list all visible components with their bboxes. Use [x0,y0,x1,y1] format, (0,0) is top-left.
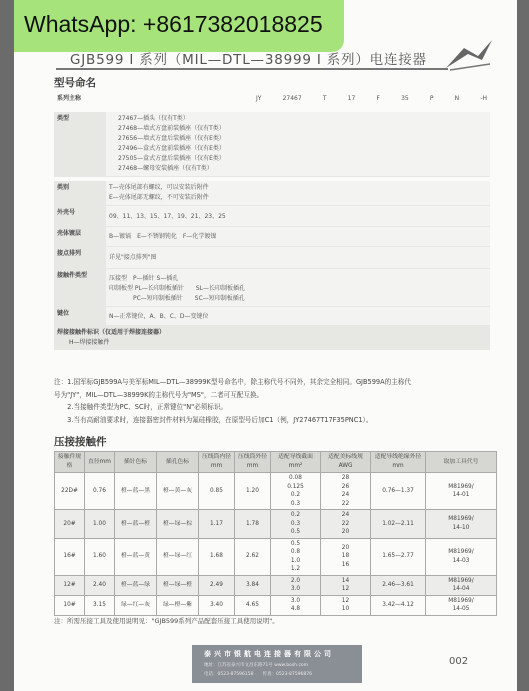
code-sequence [106,92,490,106]
row-values [106,112,490,177]
table-cell: 2.46—3.61 [371,575,426,595]
table-cell: M81969/ 14-03 [426,538,497,575]
table-cell: 橙—蓝—黑 [115,473,157,510]
table-cell: 0.08 0.125 0.2 0.3 [271,473,321,510]
company-phone: 电话：0523-87596158 传真：0523-87596876 [204,672,312,677]
value-line: 27656—墙式方盘后装插座（仅有E类） [118,135,225,142]
column-header: 适配导线绝缘外径mm [371,452,426,473]
value-line: PC—短印制板插针 SC—短印制板插孔 [109,295,245,302]
table-cell: 橙—绿—橙 [157,575,199,595]
table-cell: 24 22 20 [321,510,371,539]
code-part: JY [256,95,262,102]
table-cell: 2.40 [85,575,115,595]
whatsapp-overlay[interactable] [14,0,344,52]
value-line: 压接型 P—插针 S—插孔 [109,275,179,282]
table-cell: 橙—绿—红 [157,538,199,575]
value-line: 27467—插头（仅有T类） [118,115,189,122]
column-header: 压线筒外径mm [235,452,271,473]
code-part: F [376,95,380,102]
table-cell: 16# [55,538,85,575]
shell-size-row [54,206,490,227]
value-line: H—焊接接触件 [69,339,110,346]
table-cell: 2.62 [235,538,271,575]
column-header: 插孔色标 [157,452,199,473]
value-line: 27505—盒式方盘后装插座（仅有E类） [118,155,225,162]
value-line: N—正常键位，A、B、C、D—变键位 [109,313,209,320]
table-cell: 22D# [55,473,85,510]
plating-row [54,227,490,247]
table-cell: 橙—黄—灰 [157,473,199,510]
table-cell: M81969/ 14-01 [426,473,497,510]
row-label: 壳体镀层 [54,227,106,247]
row-values [106,307,490,326]
row-label: 键位 [54,307,106,326]
code-part: P [429,95,434,102]
table-cell: 绿—红—灰 [115,595,157,615]
company-logo-icon [444,38,494,72]
row-label: 接触件类型 [54,269,106,307]
table-cell: 0.76—1.37 [371,473,426,510]
table-cell: 0.85 [199,473,235,510]
table-cell: 3.0 4.8 [271,595,321,615]
table-cell: M81969/ 14-05 [426,595,497,615]
table-cell: 绿—橙—紫 [157,595,199,615]
crimp-contacts-table [54,451,497,616]
company-address: 地址：江苏省泰兴市文昌东路71号 www.bosh.com [204,663,309,668]
table-cell: 3.40 [199,595,235,615]
notes-block [54,376,494,426]
row-values [106,181,490,206]
code-part: 35 [401,95,409,102]
page-header-title: GJB599 I 系列（MIL—DTL—38999 I 系列）电连接器 [70,52,427,68]
table-row [55,575,497,595]
row-label: 系列主称 [54,92,106,106]
page-number: 002 [449,656,469,667]
code-part: N [454,95,460,102]
crimp-contacts-heading: 压接接触件 [54,436,107,448]
tool-footnote: 注：所需压接工具及使用说明见："GJB599系列产品配套压接工具使用说明"。 [54,617,279,625]
table-cell: 20 18 16 [321,538,371,575]
contact-type-row [54,269,490,307]
table-row [55,595,497,615]
row-values [106,269,490,307]
insert-arrangement-row [54,247,490,269]
class-row [54,181,490,206]
value-line: 27496—盒式方盘前装插座（仅有E类） [118,145,225,152]
table-cell: 20# [55,510,85,539]
code-part: -H [480,95,487,102]
table-cell: 0.76 [85,473,115,510]
table-cell: 3.15 [85,595,115,615]
keying-row [54,307,490,326]
table-cell: 1.20 [235,473,271,510]
value-line: 09、11、13、15、17、19、21、23、25 [109,213,226,220]
table-cell: 0.5 0.8 1.0 1.2 [271,538,321,575]
table-cell: 28 26 24 22 [321,473,371,510]
model-naming-table [54,92,490,350]
table-cell: 14 12 [321,575,371,595]
row-label: 外壳号 [54,206,106,227]
value-line: 详见"接点排列"图 [109,254,157,261]
model-naming-heading: 型号命名 [54,77,96,89]
table-cell: 0.2 0.3 0.5 [271,510,321,539]
catalog-page [14,0,517,691]
table-cell: 2.49 [199,575,235,595]
value-line: 27468—螺母安装插座（仅有T类） [118,165,213,172]
row-values [106,247,490,269]
column-header: 接触件规格 [55,452,85,473]
table-cell: M81969/ 14-10 [426,510,497,539]
type-row [54,112,490,177]
table-cell: 1.17 [199,510,235,539]
table-header-row [55,452,497,473]
row-label: 接点排列 [54,247,106,269]
row-label [54,326,490,351]
company-name: 泰兴市银航电连接器有限公司 [204,650,334,658]
note-line: 3.当有高耐油要求时，连接器密封件材料为氟硅橡胶，在原型号后加C1（例，JY27467T17F35PNC1）。 [54,415,373,424]
table-cell: 橙—绿—棕 [157,510,199,539]
table-cell: 3.42—4.12 [371,595,426,615]
table-cell: 橙—蓝—橙 [115,510,157,539]
code-part: 27467 [282,95,302,102]
table-cell: 4.65 [235,595,271,615]
table-row [55,473,497,510]
column-header: 插针色标 [115,452,157,473]
table-row [55,538,497,575]
row-values [106,227,490,247]
table-cell: 1.00 [85,510,115,539]
table-cell: M81969/ 14-04 [426,575,497,595]
row-label: 类型 [54,112,106,177]
solder-label: 焊接接触件标识（仅适用于焊接连接器） [57,329,166,336]
table-cell: 12# [55,575,85,595]
table-cell: 3.84 [235,575,271,595]
note-line: 注：1.国军标GJB599A与美军标MIL—DTL—38999K型号命名中，除主称代号不同外，其余完全相同。GJB599A的主称代 [54,378,411,386]
column-header: 取加工具代号 [426,452,497,473]
table-cell: 橙—蓝—绿 [115,575,157,595]
table-cell: 2.0 3.0 [271,575,321,595]
note-line: 2.当接触件类型为PC、SC时，正常键位"N"必须标识。 [54,403,228,411]
header-rule [56,68,448,70]
code-part: 17 [347,95,356,102]
table-cell: 橙—蓝—黄 [115,538,157,575]
table-cell: 12 10 [321,595,371,615]
series-row [54,92,490,106]
value-line: B—镀镉 E—不锈钢钝化 F—化学镀镍 [109,233,217,240]
table-row [55,510,497,539]
column-header: 适配导线截面mm² [271,452,321,473]
table-cell: 1.78 [235,510,271,539]
column-header: 直径mm [85,452,115,473]
column-header: 压线筒内径mm [199,452,235,473]
value-line: T—壳体尾部有螺纹，可以安装后附件 [109,184,209,191]
note-line: 号为"JY"，MIL—DTL—38999K的主称代号为"MS"，二者可互配互换。 [54,390,264,399]
table-cell: 1.68 [199,538,235,575]
value-line: 27468—墙式方盘前装插座（仅有T类） [118,125,225,132]
row-values [106,206,490,227]
whatsapp-number: WhatsApp: +8617382018825 [24,11,323,37]
row-label: 类别 [54,181,106,206]
table-cell: 1.65—2.77 [371,538,426,575]
table-cell: 1.02—2.11 [371,510,426,539]
company-footer [192,645,362,683]
table-cell: 10# [55,595,85,615]
table-cell: 1.60 [85,538,115,575]
column-header: 适配美标线规AWG [321,452,371,473]
code-part: T [322,95,327,102]
value-line: 印制板型 PL—长印制板插针 SL—长印制板插孔 [109,285,246,292]
solder-contact-row [54,326,490,351]
value-line: E—壳体尾部无螺纹，不可安装后附件 [109,194,209,201]
